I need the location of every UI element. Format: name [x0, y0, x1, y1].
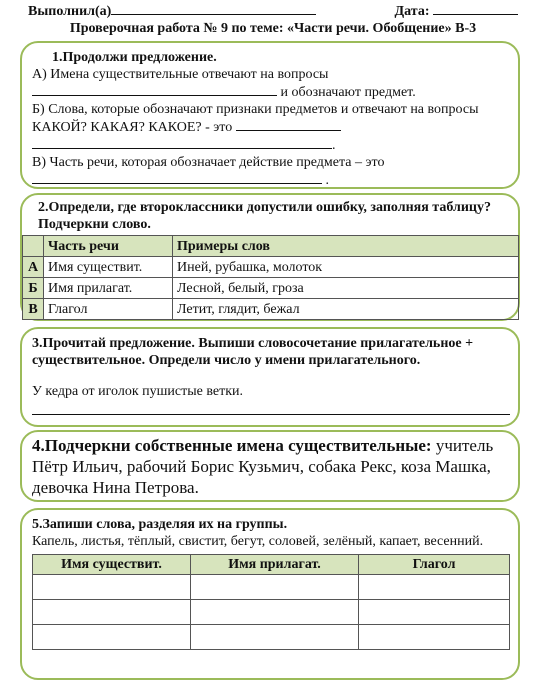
task5-table [32, 554, 510, 650]
col-adjective: Имя прилагат. [191, 555, 359, 575]
answer-cell[interactable] [191, 625, 359, 650]
table-row [33, 600, 510, 625]
task1-b-end: . [332, 138, 336, 153]
task4-text-rest[interactable]: Пётр Ильич, рабочий Борис Кузьмич, собака Рекс, коза Машка, девочка Нина Петрова. [32, 457, 491, 497]
task1-b-line2 [32, 136, 508, 154]
row-letter: Б [23, 278, 44, 299]
task3-sentence: У кедра от иголок пушистые ветки. [32, 384, 244, 399]
table-row [33, 575, 510, 600]
task3-heading: 3.Прочитай предложение. Выпиши словосочетание прилагательное + существительное. Определи число у имени прилагательного. [32, 336, 474, 368]
row-examples[interactable]: Иней, рубашка, молоток [173, 257, 519, 278]
task4-text [32, 435, 508, 498]
task3-card [20, 327, 520, 427]
col-part-of-speech: Часть речи [44, 236, 173, 257]
task1-a-line [32, 83, 508, 101]
date-label: Дата: [394, 4, 430, 19]
task2-card [20, 193, 520, 321]
name-blank[interactable] [111, 2, 316, 15]
task1-c-blank[interactable] [32, 171, 322, 184]
answer-cell[interactable] [359, 600, 510, 625]
date-blank[interactable] [433, 2, 518, 15]
col-noun: Имя существит. [33, 555, 191, 575]
answer-cell[interactable] [191, 575, 359, 600]
task1-card [20, 41, 520, 189]
task3-answer-line[interactable] [32, 400, 510, 415]
col-verb: Глагол [359, 555, 510, 575]
table-row [23, 257, 519, 278]
worksheet-title: Проверочная работа № 9 по теме: «Части речи. Обобщение» В-3 [69, 21, 477, 36]
task1-a-blank[interactable] [32, 83, 277, 96]
worksheet-header [28, 2, 518, 37]
table-row [33, 625, 510, 650]
task1-c-line [32, 171, 508, 189]
task1-heading: 1.Продолжи предложение. [52, 50, 217, 65]
task1-c-text: В) Часть речи, которая обозначает действие предмета – это [32, 155, 385, 170]
answer-cell[interactable] [33, 575, 191, 600]
task4-card [20, 430, 520, 502]
row-part: Глагол [44, 299, 173, 320]
task1-b-blank[interactable] [236, 118, 341, 131]
answer-cell[interactable] [33, 600, 191, 625]
name-line [28, 2, 316, 20]
col-examples: Примеры слов [173, 236, 519, 257]
task1-a-end: и обозначают предмет. [280, 85, 416, 100]
task1-c-end: . [325, 173, 329, 188]
row-part: Имя прилагат. [44, 278, 173, 299]
row-examples[interactable]: Лесной, белый, гроза [173, 278, 519, 299]
task4-text-first[interactable]: учитель [435, 436, 494, 455]
task2-heading: 2.Определи, где второклассники допустили ошибку, заполняя таблицу? Подчеркни слово. [38, 200, 491, 232]
task5-heading: 5.Запиши слова, разделяя их на группы. [32, 517, 288, 532]
header-corner [23, 236, 44, 257]
row-letter: В [23, 299, 44, 320]
answer-cell[interactable] [359, 625, 510, 650]
task5-words: Капель, листья, тёплый, свистит, бегут, соловей, зелёный, капает, весенний. [32, 534, 484, 549]
row-examples[interactable]: Летит, глядит, бежал [173, 299, 519, 320]
answer-cell[interactable] [359, 575, 510, 600]
name-label: Выполнил(а) [28, 4, 112, 19]
task1-b [32, 101, 508, 136]
row-letter: А [23, 257, 44, 278]
table-row [23, 299, 519, 320]
task1-b-blank2[interactable] [32, 136, 332, 149]
answer-cell[interactable] [191, 600, 359, 625]
table-header-row [23, 236, 519, 257]
task5-card [20, 508, 520, 680]
table-row [23, 278, 519, 299]
task4-heading: 4.Подчеркни собственные имена существительные: [32, 436, 432, 455]
answer-cell[interactable] [33, 625, 191, 650]
table-header-row [33, 555, 510, 575]
task1-b-text: Б) Слова, которые обозначают признаки предметов и отвечают на вопросы КАКОЙ? КАКАЯ? КАКОЕ? - это [32, 102, 479, 135]
name-date-row [28, 2, 518, 20]
task2-table [22, 235, 519, 320]
task1-a-text: А) Имена существительные отвечают на вопросы [32, 67, 329, 82]
row-part: Имя существит. [44, 257, 173, 278]
date-line [395, 2, 518, 20]
